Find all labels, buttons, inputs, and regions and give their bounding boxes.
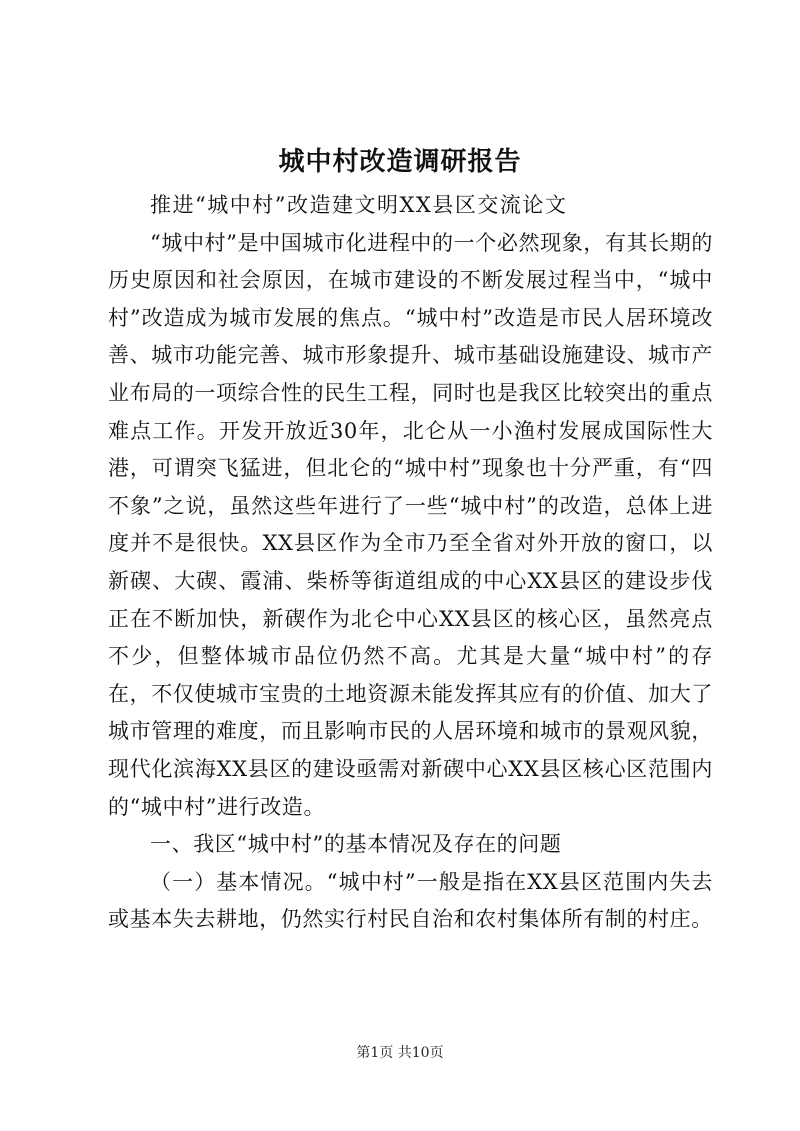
section-heading: 一、我区“城中村”的基本情况及存在的问题 xyxy=(150,832,562,857)
document-body xyxy=(108,187,713,939)
document-subtitle: 推进“城中村”改造建文明XX县区交流论文 xyxy=(150,193,568,217)
page-number-footer: 第1页 共10页 xyxy=(356,1045,444,1061)
document-title: 城中村改造调研报告 xyxy=(278,147,522,177)
body-paragraph: “城中村”是中国城市化进程中的一个必然现象，有其长期的历史原因和社会原因，在城市建设的不断发展过程当中，“城中村”改造成为城市发展的焦点。“城中村”改造是市民人居环境改善、城市功能完善、城市形象提升、城市基础设施建设、城市产业布局的一项综合性的民生工程，同时也是我区比较突出的重点难点工作。开发开放近30年，北仑从一小渔村发展成国际性大港，可谓突飞猛进，但北仑的“城中村”现象也十分严重，有“四不象”之说，虽然这些年进行了一些“城中村”的改造，总体上进度并不是很快。XX县区作为全市乃至全省对外开放的窗口，以新碶、大碶、霞浦、柴桥等街道组成的中心XX县区的建设步伐正在不断加快，新碶作为北仑中心XX县区的核心区，虽然亮点不少，但整体城市品位仍然不高。尤其是大量“城中村”的存在，不仅使城市宝贵的土地资源未能发挥其应有的价值、加大了城市管理的难度，而且影响市民的人居环境和城市的景观风貌，现代化滨海XX县区的建设亟需对新碶中心XX县区核心区范围内的“城中村”进行改造。 xyxy=(108,230,713,819)
body-paragraph: （一）基本情况。“城中村”一般是指在XX县区范围内失去或基本失去耕地，仍然实行村民自治和农村集体所有制的村庄。 xyxy=(108,869,713,932)
